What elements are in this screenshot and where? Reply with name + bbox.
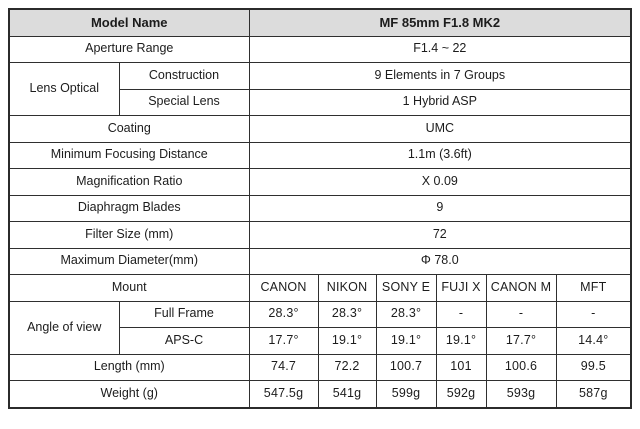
max-diameter-label: Maximum Diameter(mm) xyxy=(9,248,249,275)
angle-apsc-canon-m: 17.7° xyxy=(486,328,556,355)
mount-col-fuji-x: FUJI X xyxy=(436,275,486,302)
model-name-label: Model Name xyxy=(9,9,249,36)
aperture-label: Aperture Range xyxy=(9,36,249,63)
angle-ff-nikon: 28.3° xyxy=(318,301,376,328)
length-canon-m: 100.6 xyxy=(486,354,556,381)
weight-sony-e: 599g xyxy=(376,381,436,408)
mount-col-mft: MFT xyxy=(556,275,631,302)
length-mft: 99.5 xyxy=(556,354,631,381)
construction-label: Construction xyxy=(119,63,249,90)
blades-row xyxy=(9,195,631,222)
filter-size-value: 72 xyxy=(249,222,631,249)
angle-apsc-mft: 14.4° xyxy=(556,328,631,355)
spec-table xyxy=(8,8,632,409)
magnification-row xyxy=(9,169,631,196)
max-diameter-row xyxy=(9,248,631,275)
aperture-row xyxy=(9,36,631,63)
mount-label: Mount xyxy=(9,275,249,302)
angle-apsc-nikon: 19.1° xyxy=(318,328,376,355)
mount-col-sony-e: SONY E xyxy=(376,275,436,302)
weight-label: Weight (g) xyxy=(9,381,249,408)
min-focus-label: Minimum Focusing Distance xyxy=(9,142,249,169)
apsc-label: APS-C xyxy=(119,328,249,355)
weight-canon: 547.5g xyxy=(249,381,318,408)
magnification-value: X 0.09 xyxy=(249,169,631,196)
length-nikon: 72.2 xyxy=(318,354,376,381)
angle-apsc-sony-e: 19.1° xyxy=(376,328,436,355)
construction-value: 9 Elements in 7 Groups xyxy=(249,63,631,90)
coating-row xyxy=(9,116,631,143)
weight-mft: 587g xyxy=(556,381,631,408)
length-sony-e: 100.7 xyxy=(376,354,436,381)
angle-ff-sony-e: 28.3° xyxy=(376,301,436,328)
coating-label: Coating xyxy=(9,116,249,143)
aperture-value: F1.4 ~ 22 xyxy=(249,36,631,63)
model-row xyxy=(9,9,631,36)
lens-optical-construction-row xyxy=(9,63,631,90)
model-name-value: MF 85mm F1.8 MK2 xyxy=(249,9,631,36)
lens-optical-group-label: Lens Optical xyxy=(9,63,119,116)
min-focus-row xyxy=(9,142,631,169)
weight-nikon: 541g xyxy=(318,381,376,408)
full-frame-label: Full Frame xyxy=(119,301,249,328)
filter-size-row xyxy=(9,222,631,249)
angle-ff-canon: 28.3° xyxy=(249,301,318,328)
angle-ff-mft: - xyxy=(556,301,631,328)
mount-col-canon: CANON xyxy=(249,275,318,302)
angle-apsc-canon: 17.7° xyxy=(249,328,318,355)
magnification-label: Magnification Ratio xyxy=(9,169,249,196)
length-row xyxy=(9,354,631,381)
weight-canon-m: 593g xyxy=(486,381,556,408)
mount-col-canon-m: CANON M xyxy=(486,275,556,302)
length-fuji-x: 101 xyxy=(436,354,486,381)
blades-value: 9 xyxy=(249,195,631,222)
mount-col-nikon: NIKON xyxy=(318,275,376,302)
angle-full-frame-row xyxy=(9,301,631,328)
angle-ff-fuji-x: - xyxy=(436,301,486,328)
length-label: Length (mm) xyxy=(9,354,249,381)
weight-row xyxy=(9,381,631,408)
max-diameter-value: Φ 78.0 xyxy=(249,248,631,275)
filter-size-label: Filter Size (mm) xyxy=(9,222,249,249)
blades-label: Diaphragm Blades xyxy=(9,195,249,222)
min-focus-value: 1.1m (3.6ft) xyxy=(249,142,631,169)
angle-ff-canon-m: - xyxy=(486,301,556,328)
special-lens-value: 1 Hybrid ASP xyxy=(249,89,631,116)
angle-apsc-fuji-x: 19.1° xyxy=(436,328,486,355)
length-canon: 74.7 xyxy=(249,354,318,381)
angle-of-view-group-label: Angle of view xyxy=(9,301,119,354)
mount-row xyxy=(9,275,631,302)
weight-fuji-x: 592g xyxy=(436,381,486,408)
special-lens-label: Special Lens xyxy=(119,89,249,116)
coating-value: UMC xyxy=(249,116,631,143)
